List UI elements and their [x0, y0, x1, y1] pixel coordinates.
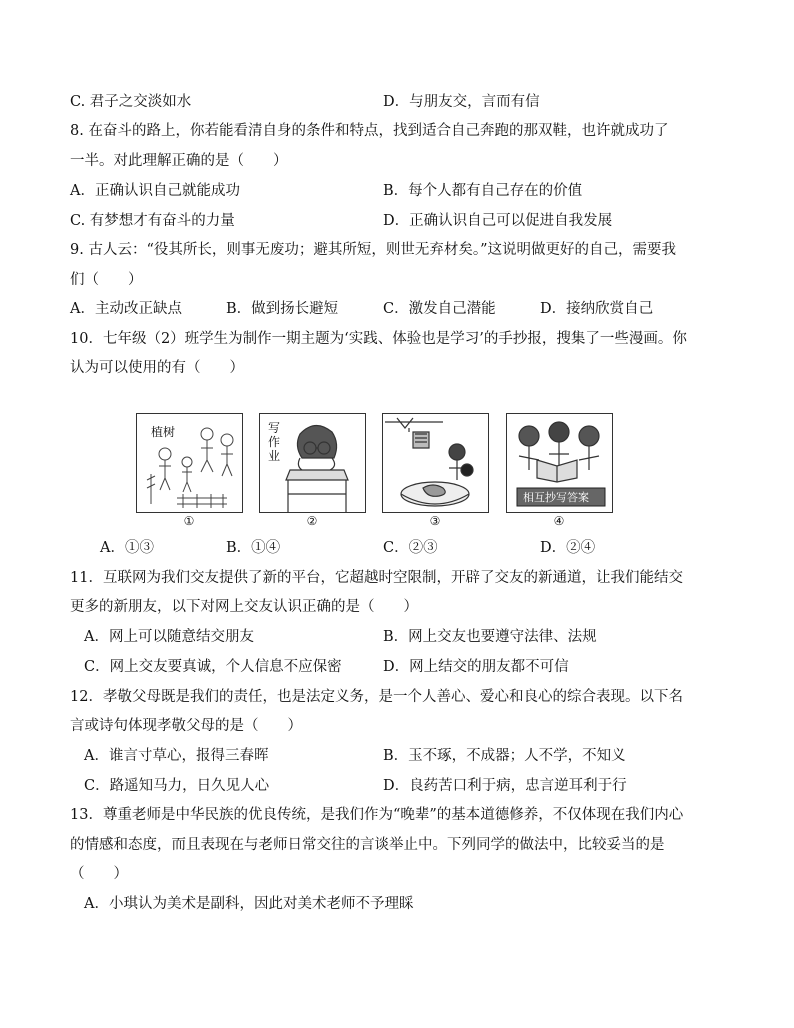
q11-option-d: D．网上结交的朋友都不可信	[383, 659, 569, 675]
panel-3-caption: ③	[429, 514, 441, 528]
cartoon-panel-tree-planting	[136, 413, 243, 513]
panel-2-label-3: 业	[268, 449, 281, 463]
panel-4-label: 相互抄写答案	[523, 491, 589, 504]
q8-stem-line2: 一半。对此理解正确的是（ ）	[70, 153, 288, 169]
q13-stem-line2: 的情感和态度，而且表现在与老师日常交往的言谈举止中。下列同学的做法中，比较妥当的是	[70, 837, 665, 853]
q10-stem-line2: 认为可以使用的有（ ）	[70, 360, 244, 376]
q10-option-d: D．②④	[540, 540, 596, 556]
panel-2-label-1: 写	[268, 421, 281, 435]
q9-stem-line2: 们（ ）	[70, 272, 143, 288]
panel-4-caption: ④	[553, 514, 565, 528]
q7-option-d: D．与朋友交，言而有信	[383, 94, 540, 110]
cartoon-panel-copying-answers	[506, 413, 613, 513]
q9-option-d: D．接纳欣赏自己	[540, 301, 654, 317]
q11-option-b: B．网上交友也要遵守法律、法规	[383, 629, 597, 645]
q10-option-a: A．①③	[100, 540, 154, 556]
q9-stem-line1: 9. 古人云：“役其所长，则事无废功；避其所短，则世无弃材矣。”这说明做更好的自己，需要我	[70, 242, 677, 258]
q13-stem-line1: 13．尊重老师是中华民族的优良传统，是我们作为“晚辈”的基本道德修养，不仅体现在我们内心	[70, 807, 684, 823]
homework-illustration	[260, 414, 366, 513]
cartoon-panel-homework	[259, 413, 366, 513]
q8-option-a: A．正确认识自己就能成功	[70, 183, 240, 199]
q10-option-b: B．①④	[226, 540, 281, 556]
tree-planting-illustration	[137, 414, 243, 513]
q8-option-b: B．每个人都有自己存在的价值	[383, 183, 583, 199]
q11-option-c: C．网上交友要真诚，个人信息不应保密	[84, 659, 342, 675]
q7-option-c: C. 君子之交淡如水	[70, 94, 192, 110]
q11-stem-line1: 11．互联网为我们交友提供了新的平台，它超越时空限制，开辟了交友的新通道，让我们能结交	[70, 570, 683, 586]
washing-illustration	[383, 414, 489, 513]
panel-1-caption: ①	[183, 514, 195, 528]
q12-option-c: C．路遥知马力，日久见人心	[84, 778, 270, 794]
q10-stem-line1: 10．七年级（2）班学生为制作一期主题为‘实践、体验也是学习’的手抄报，搜集了一些漫画。你	[70, 331, 687, 347]
cartoon-panel-washing	[382, 413, 489, 513]
q8-option-d: D．正确认识自己可以促进自我发展	[383, 213, 613, 229]
q12-stem-line2: 言或诗句体现孝敬父母的是（ ）	[70, 718, 302, 734]
q9-option-b: B．做到扬长避短	[226, 301, 339, 317]
q8-stem-line1: 8. 在奋斗的路上，你若能看清自身的条件和特点，找到适合自己奔跑的那双鞋，也许就成功了	[70, 123, 669, 139]
panel-2-caption: ②	[306, 514, 318, 528]
q13-option-a: A．小琪认为美术是副科，因此对美术老师不予理睬	[84, 896, 414, 912]
q9-option-a: A．主动改正缺点	[70, 301, 182, 317]
q12-option-d: D．良药苦口利于病，忠言逆耳利于行	[383, 778, 627, 794]
q12-option-a: A．谁言寸草心，报得三春晖	[84, 748, 269, 764]
q10-option-c: C．②③	[383, 540, 438, 556]
panel-1-label: 植树	[151, 425, 176, 439]
panel-2-label-2: 作	[268, 435, 281, 449]
q11-stem-line2: 更多的新朋友，以下对网上交友认识正确的是（ ）	[70, 599, 418, 615]
q13-stem-line3: （ ）	[70, 866, 128, 882]
q12-option-b: B．玉不琢，不成器；人不学，不知义	[383, 748, 626, 764]
q9-option-c: C．激发自己潜能	[383, 301, 496, 317]
q8-option-c: C. 有梦想才有奋斗的力量	[70, 213, 235, 229]
q12-stem-line1: 12．孝敬父母既是我们的责任，也是法定义务，是一个人善心、爱心和良心的综合表现。以下名	[70, 689, 683, 705]
q11-option-a: A．网上可以随意结交朋友	[84, 629, 254, 645]
